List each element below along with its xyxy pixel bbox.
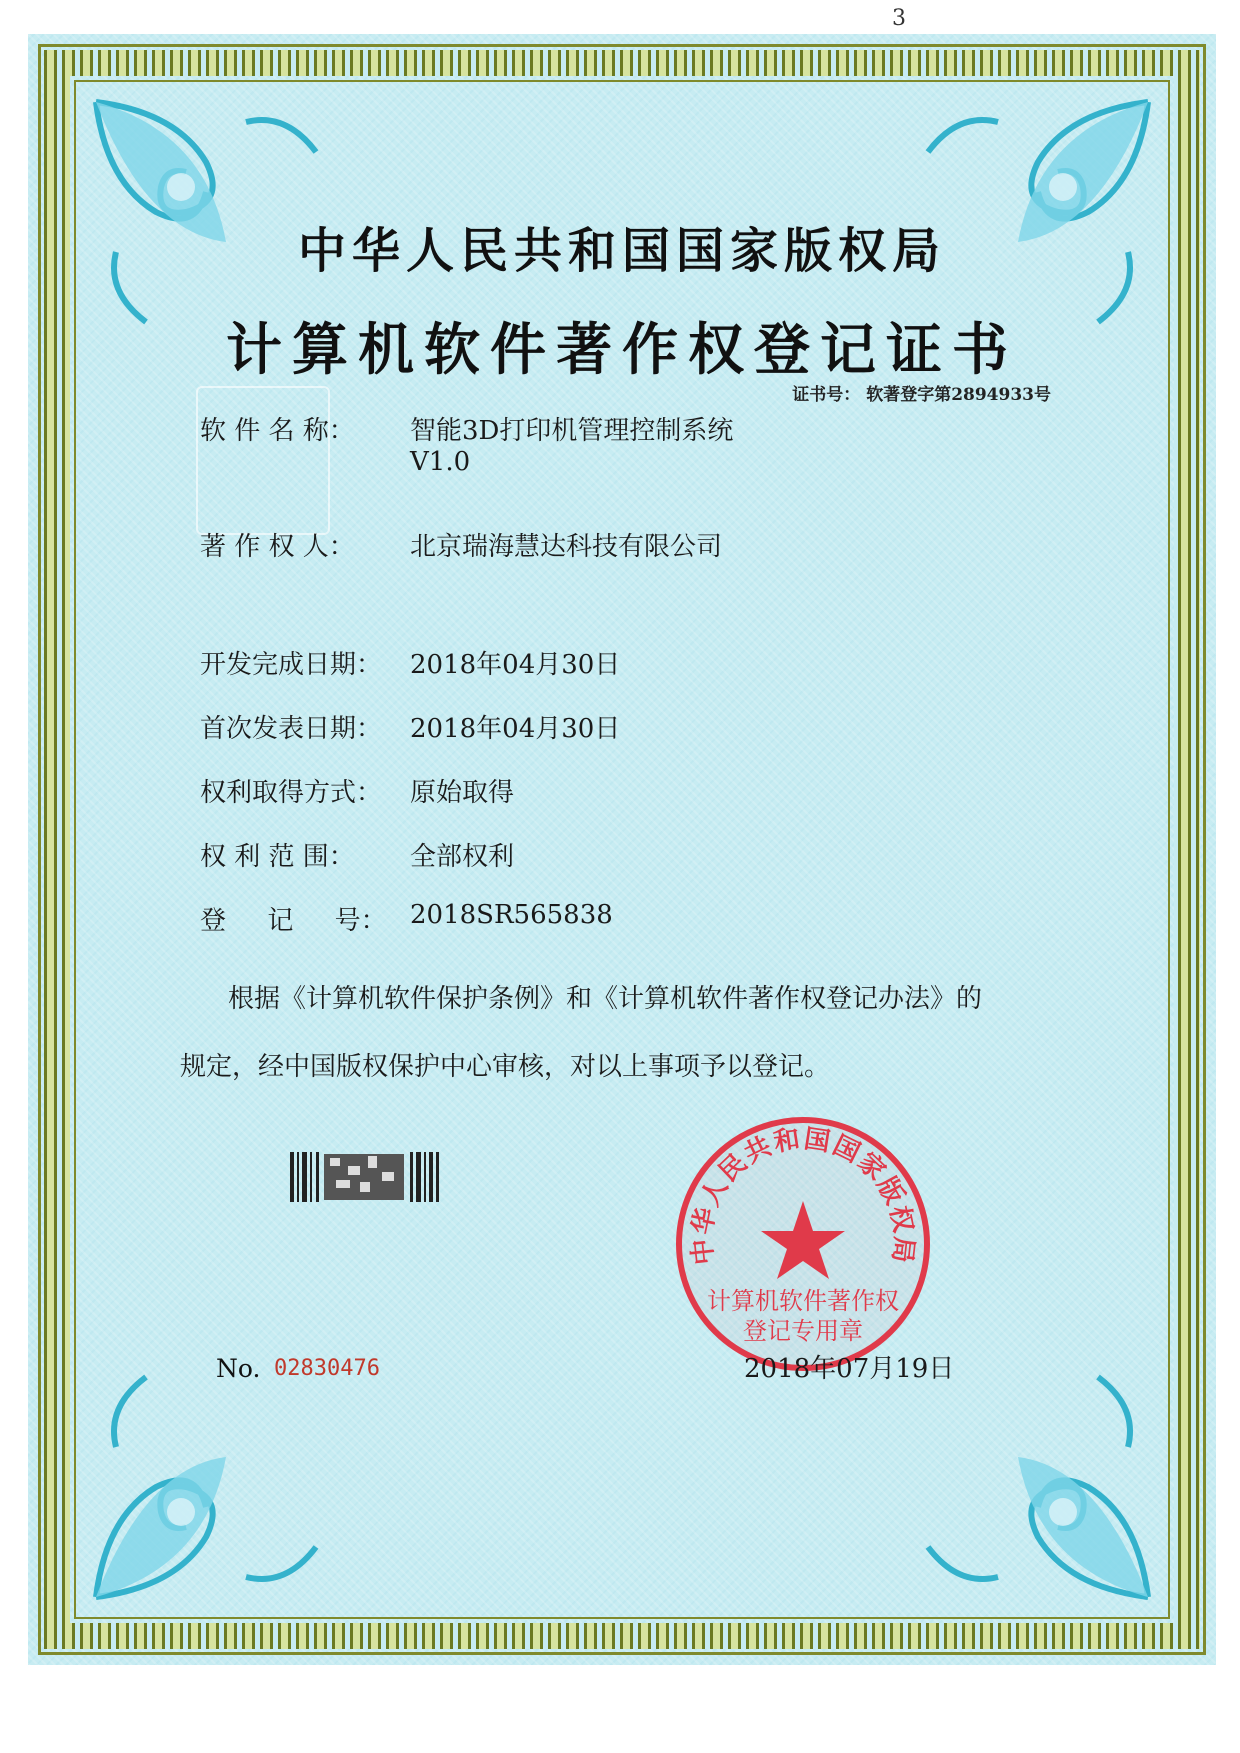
corner-ornament-icon — [86, 1357, 336, 1607]
seal-line-2: 登记专用章 — [743, 1317, 863, 1345]
certificate-title: 计算机软件著作权登记证书 — [226, 317, 1018, 383]
field-value: 原始取得 — [410, 778, 515, 808]
serial-number-label: No. — [216, 1354, 261, 1383]
field-value: 全部权利 — [410, 842, 515, 872]
field-value: 2018年04月30日 — [410, 714, 621, 744]
certificate-number: 证书号： 软著登字第2894933号 — [792, 385, 1051, 405]
issue-date: 2018年07月19日 — [744, 1354, 955, 1384]
authority-title: 中华人民共和国国家版权局 — [297, 223, 946, 279]
field-rights-scope — [200, 836, 514, 873]
field-value: 2018年04月30日 — [410, 650, 621, 680]
seal-ring-text: 中华人民共和国国家版权局 — [687, 1124, 919, 1267]
field-value: 2018SR565838 — [410, 900, 613, 930]
field-publication-date — [200, 708, 620, 745]
handwritten-mark: 3 — [892, 6, 906, 31]
barcode-icon — [290, 1152, 440, 1202]
field-value: 智能3D打印机管理控制系统 — [410, 416, 734, 446]
field-label: 著 作 权 人： — [200, 532, 355, 562]
official-seal — [668, 1109, 938, 1379]
field-label: 登 记 号： — [200, 906, 387, 936]
field-label: 开发完成日期： — [200, 650, 383, 680]
serial-number-value: 02830476 — [274, 1356, 380, 1381]
seal-line-1: 计算机软件著作权 — [707, 1287, 899, 1315]
field-registration-number — [200, 900, 613, 937]
field-software-name — [200, 410, 733, 477]
statement-line-2: 规定，经中国版权保护中心审核，对以上事项予以登记。 — [180, 1052, 831, 1082]
field-label: 软 件 名 称： — [200, 416, 355, 446]
field-development-date — [200, 644, 620, 681]
field-value-version: V1.0 — [410, 447, 471, 477]
field-copyright-owner — [200, 526, 722, 563]
statement-line-1: 根据《计算机软件保护条例》和《计算机软件著作权登记办法》的 — [228, 984, 983, 1014]
field-acquisition-method — [200, 772, 514, 809]
field-label: 首次发表日期： — [200, 714, 383, 744]
field-value: 北京瑞海慧达科技有限公司 — [410, 532, 723, 562]
field-label: 权利取得方式： — [200, 778, 383, 808]
corner-ornament-icon — [908, 1357, 1158, 1607]
field-label: 权 利 范 围： — [200, 842, 355, 872]
certificate — [28, 34, 1216, 1665]
